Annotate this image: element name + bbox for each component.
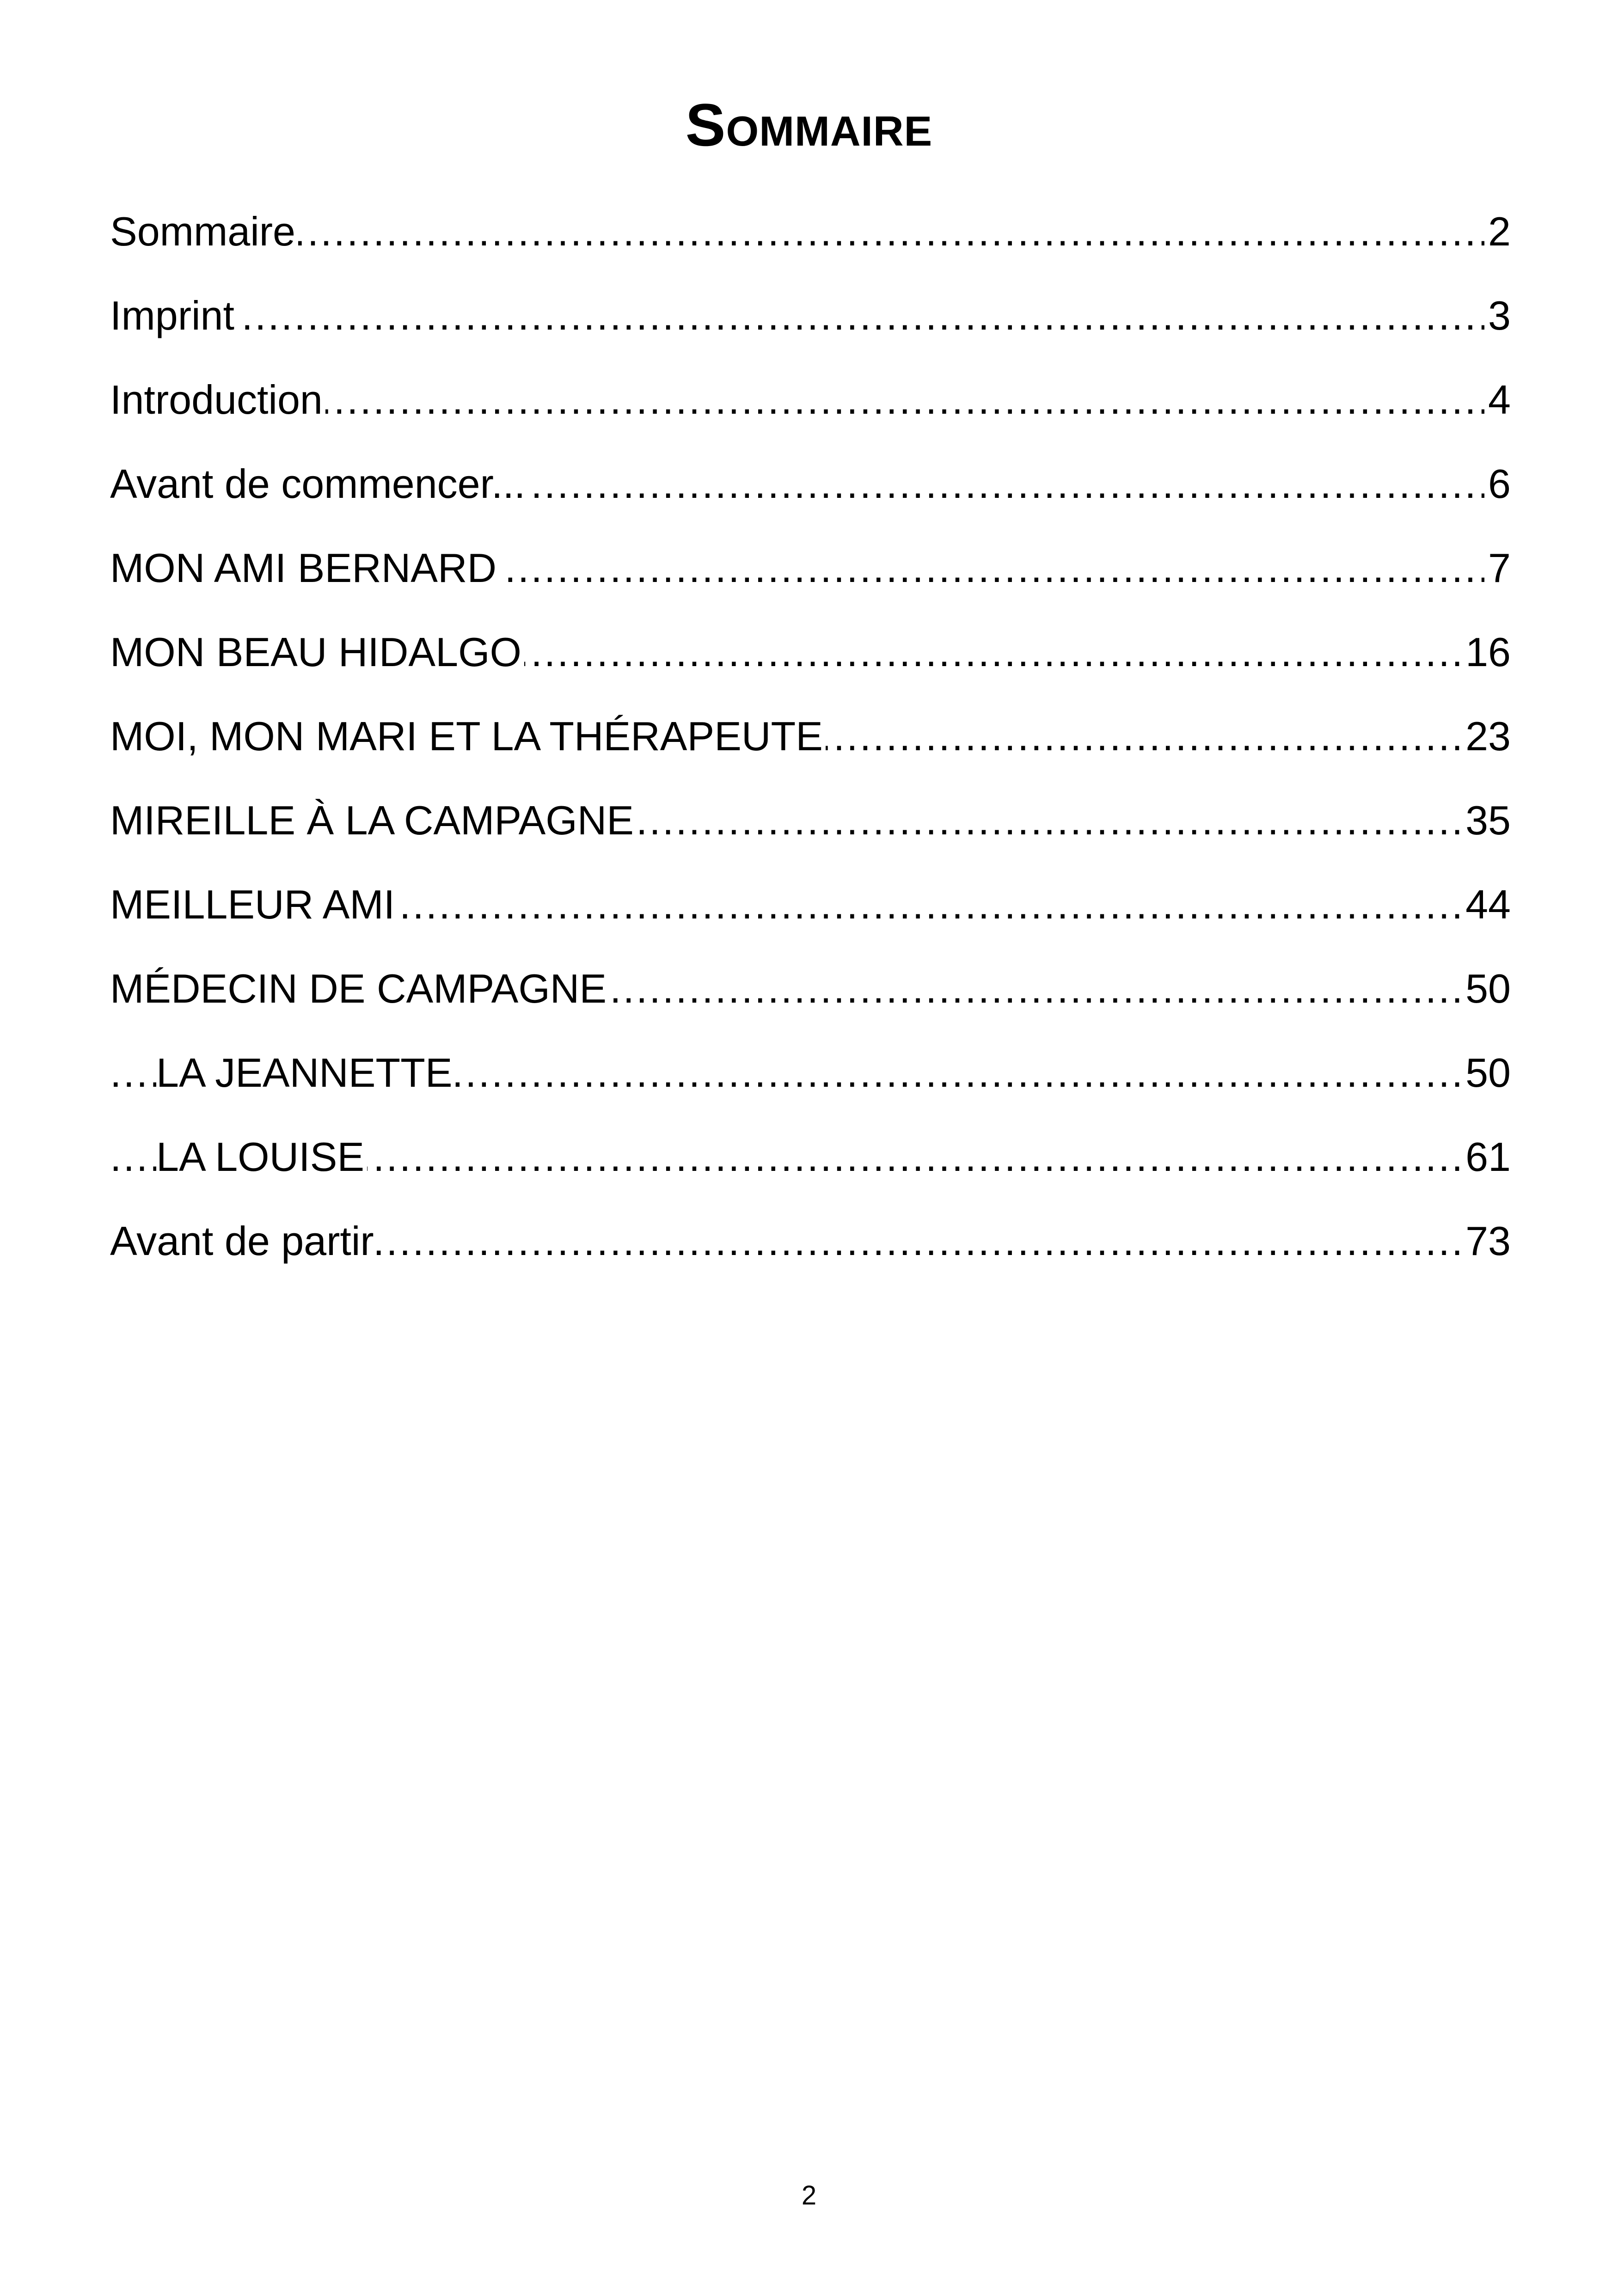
toc-entry[interactable]	[110, 778, 1511, 863]
toc-subentry[interactable]	[110, 1115, 1511, 1199]
toc-entry-page: 35	[1462, 778, 1511, 863]
toc-entry-label: Avant de partir	[110, 1218, 377, 1264]
toc-entry-label: LA LOUISE	[156, 1134, 367, 1180]
table-of-contents	[110, 190, 1511, 1283]
toc-entry[interactable]	[110, 610, 1511, 694]
toc-entry[interactable]	[110, 274, 1511, 358]
page-number: 2	[801, 2180, 817, 2210]
toc-subentry[interactable]	[110, 1031, 1511, 1115]
dot-leader	[110, 274, 1511, 358]
toc-entry-page: 44	[1462, 863, 1511, 947]
toc-entry-label: MIREILLE À LA CAMPAGNE	[110, 797, 637, 843]
toc-entry-page: 6	[1484, 442, 1511, 526]
toc-entry-page: 2	[1484, 190, 1511, 274]
toc-entry[interactable]	[110, 358, 1511, 442]
toc-entry-label: MON BEAU HIDALGO	[110, 629, 524, 675]
toc-entry[interactable]	[110, 190, 1511, 274]
toc-entry-page: 4	[1484, 358, 1511, 442]
toc-entry-page: 61	[1462, 1115, 1511, 1199]
toc-entry-label: MEILLEUR AMI	[110, 882, 398, 927]
toc-entry-page: 3	[1484, 274, 1511, 358]
toc-entry[interactable]	[110, 526, 1511, 610]
toc-entry-page: 73	[1462, 1199, 1511, 1283]
toc-entry-label: MÉDECIN DE CAMPAGNE	[110, 966, 609, 1011]
toc-entry-page: 7	[1484, 526, 1511, 610]
toc-entry[interactable]	[110, 947, 1511, 1031]
toc-entry-page: 50	[1462, 1031, 1511, 1115]
toc-entry-label: Avant de commencer...	[110, 461, 528, 507]
toc-entry-label: LA JEANNETTE	[156, 1050, 455, 1096]
toc-entry-label: MOI, MON MARI ET LA THÉRAPEUTE	[110, 713, 826, 759]
toc-entry-page: 16	[1462, 610, 1511, 694]
toc-entry-label: Introduction	[110, 377, 325, 422]
toc-entry[interactable]	[110, 442, 1511, 526]
toc-entry[interactable]	[110, 1199, 1511, 1283]
toc-entry-label: Sommaire	[110, 208, 298, 254]
toc-entry[interactable]	[110, 694, 1511, 778]
dot-leader	[110, 190, 1511, 274]
toc-entry-page: 50	[1462, 947, 1511, 1031]
toc-entry-label: MON AMI BERNARD	[110, 545, 499, 591]
toc-entry[interactable]	[110, 863, 1511, 947]
toc-entry-page: 23	[1462, 694, 1511, 778]
toc-entry-label: Imprint	[110, 293, 237, 338]
page-title: Sommaire	[685, 91, 933, 159]
